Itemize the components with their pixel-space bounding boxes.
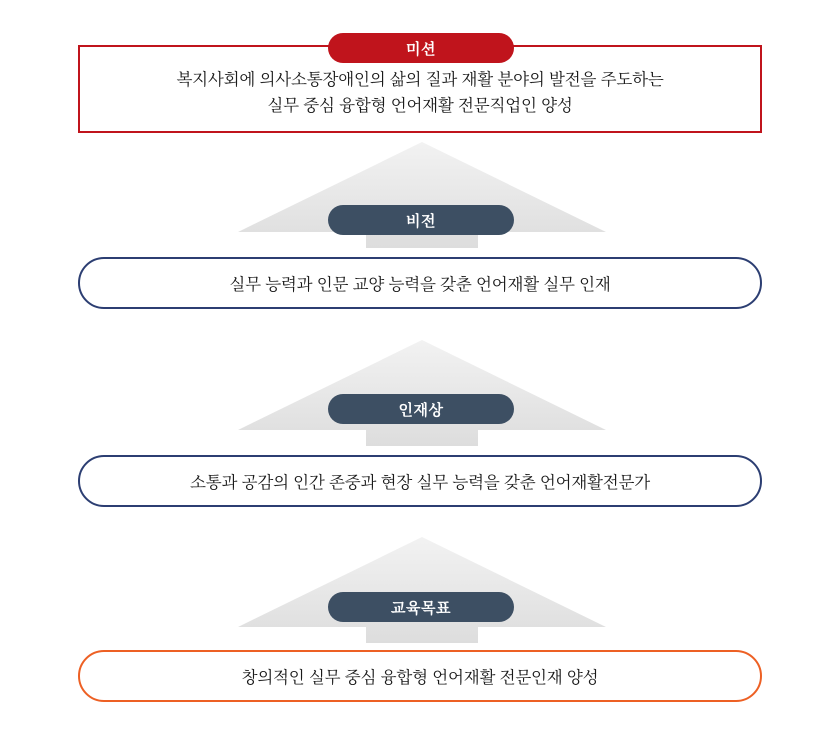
talent-profile-text: 소통과 공감의 인간 존중과 현장 실무 능력을 갖춘 언어재활전문가 [189,474,651,492]
vision-label-chip: 비전 [328,205,514,235]
vision-text: 실무 능력과 인문 교양 능력을 갖춘 언어재활 실무 인재 [229,276,611,294]
upward-arrow-icon [236,338,608,446]
education-goal-label-chip: 교육목표 [328,592,514,622]
mission-text [176,68,663,119]
mission-line-2: 실무 중심 융합형 언어재활 전문직업인 양성 [267,97,573,115]
education-goal-box [78,650,762,702]
mission-line-1: 복지사회에 의사소통장애인의 삶의 질과 재활 분야의 발전을 주도하는 [176,71,664,90]
vision-box [78,257,762,309]
upward-arrow-icon [236,535,608,643]
mission-label-chip: 미션 [328,33,514,63]
talent-profile-label-chip: 인재상 [328,394,514,424]
talent-profile-box [78,455,762,507]
education-goal-text: 창의적인 실무 중심 융합형 언어재활 전문인재 양성 [241,669,599,687]
